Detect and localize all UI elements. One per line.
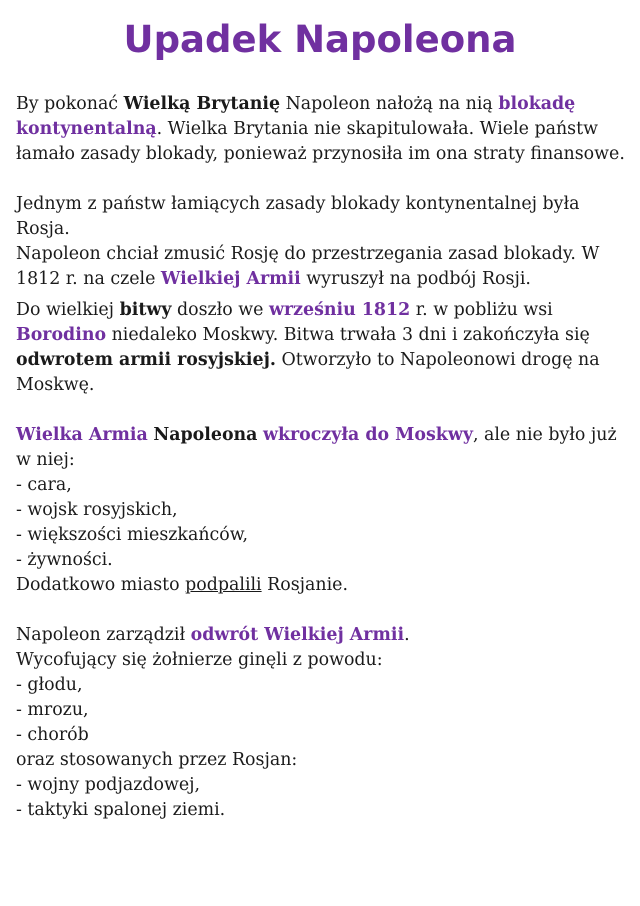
text-run: Napoleon nałożą na nią	[280, 94, 499, 114]
list-item: - większości mieszkańców,	[16, 525, 249, 545]
text-run: niedaleko Moskwy. Bitwa trwała 3 dni i zakończyła się	[106, 325, 590, 345]
text-run: r. w pobliżu wsi	[410, 300, 553, 320]
list-item: - mrozu,	[16, 700, 89, 720]
text-run: . Wielka Brytania nie skapitulowała. Wiele państw łamało zasady blokady, ponieważ przynosiła im ona straty finansowe.	[16, 119, 625, 164]
text-run: Napoleon zarządził	[16, 625, 191, 645]
document-body	[16, 92, 632, 823]
spacer	[16, 598, 632, 623]
paragraph-retreat	[16, 623, 632, 648]
paragraph-russian-tactics: oraz stosowanych przez Rosjan:	[16, 750, 298, 770]
paragraph-invasion	[16, 242, 632, 292]
highlight-grand-army: Wielka Armia	[16, 425, 148, 445]
list-item: - żywności.	[16, 550, 113, 570]
highlight-retreat-grand-army: odwrót Wielkiej Armii	[190, 625, 405, 645]
paragraph-borodino	[16, 298, 632, 398]
bold-term-great-britain: Wielką Brytanię	[123, 94, 281, 114]
text-run: Napoleon chciał zmusić Rosję do przestrzegania zasad blokady. W 1812 r. na czele	[16, 244, 600, 289]
list-item: - głodu,	[16, 675, 83, 695]
bold-term-napoleon: Napoleona	[153, 425, 258, 445]
paragraph-fire	[16, 573, 632, 598]
list-item: - wojsk rosyjskich,	[16, 500, 178, 520]
text-run: , ale nie było już w niej:	[16, 425, 617, 470]
text-run: Rosjanie.	[261, 575, 348, 595]
highlight-borodino: Borodino	[16, 325, 107, 345]
text-run: Dodatkowo miasto	[16, 575, 186, 595]
text-run: Otworzyło to Napoleonowi drogę na Moskwę.	[16, 350, 600, 395]
bold-term-battle: bitwy	[119, 300, 172, 320]
highlight-grand-army: Wielkiej Armii	[160, 269, 301, 289]
text-run: Jednym z państw łamiących zasady blokady kontynentalnej była Rosja.	[16, 194, 580, 239]
highlight-entered-moscow: wkroczyła do Moskwy	[262, 425, 473, 445]
spacer	[16, 398, 632, 423]
list-item: - taktyki spalonej ziemi.	[16, 800, 226, 820]
text-run: .	[404, 625, 410, 645]
paragraph-moscow	[16, 423, 632, 473]
list-item: - cara,	[16, 475, 72, 495]
spacer	[16, 167, 632, 192]
page-title: Upadek Napoleona	[123, 18, 517, 61]
text-run: Do wielkiej	[16, 300, 120, 320]
text-run: doszło we	[171, 300, 269, 320]
list-item: - chorób	[16, 725, 89, 745]
list-item: - wojny podjazdowej,	[16, 775, 201, 795]
paragraph-causes: Wycofujący się żołnierze ginęli z powodu:	[16, 650, 383, 670]
paragraph-russia	[16, 192, 632, 242]
bold-term-russian-retreat: odwrotem armii rosyjskiej.	[16, 350, 276, 370]
paragraph-blockade	[16, 92, 632, 167]
underlined-term-set-fire: podpalili	[185, 575, 262, 595]
text-run: By pokonać	[16, 94, 124, 114]
text-run: wyruszył na podbój Rosji.	[300, 269, 531, 289]
highlight-continental-blockade: blokadę kontynentalną	[16, 94, 576, 139]
highlight-september-1812: wrześniu 1812	[269, 300, 411, 320]
